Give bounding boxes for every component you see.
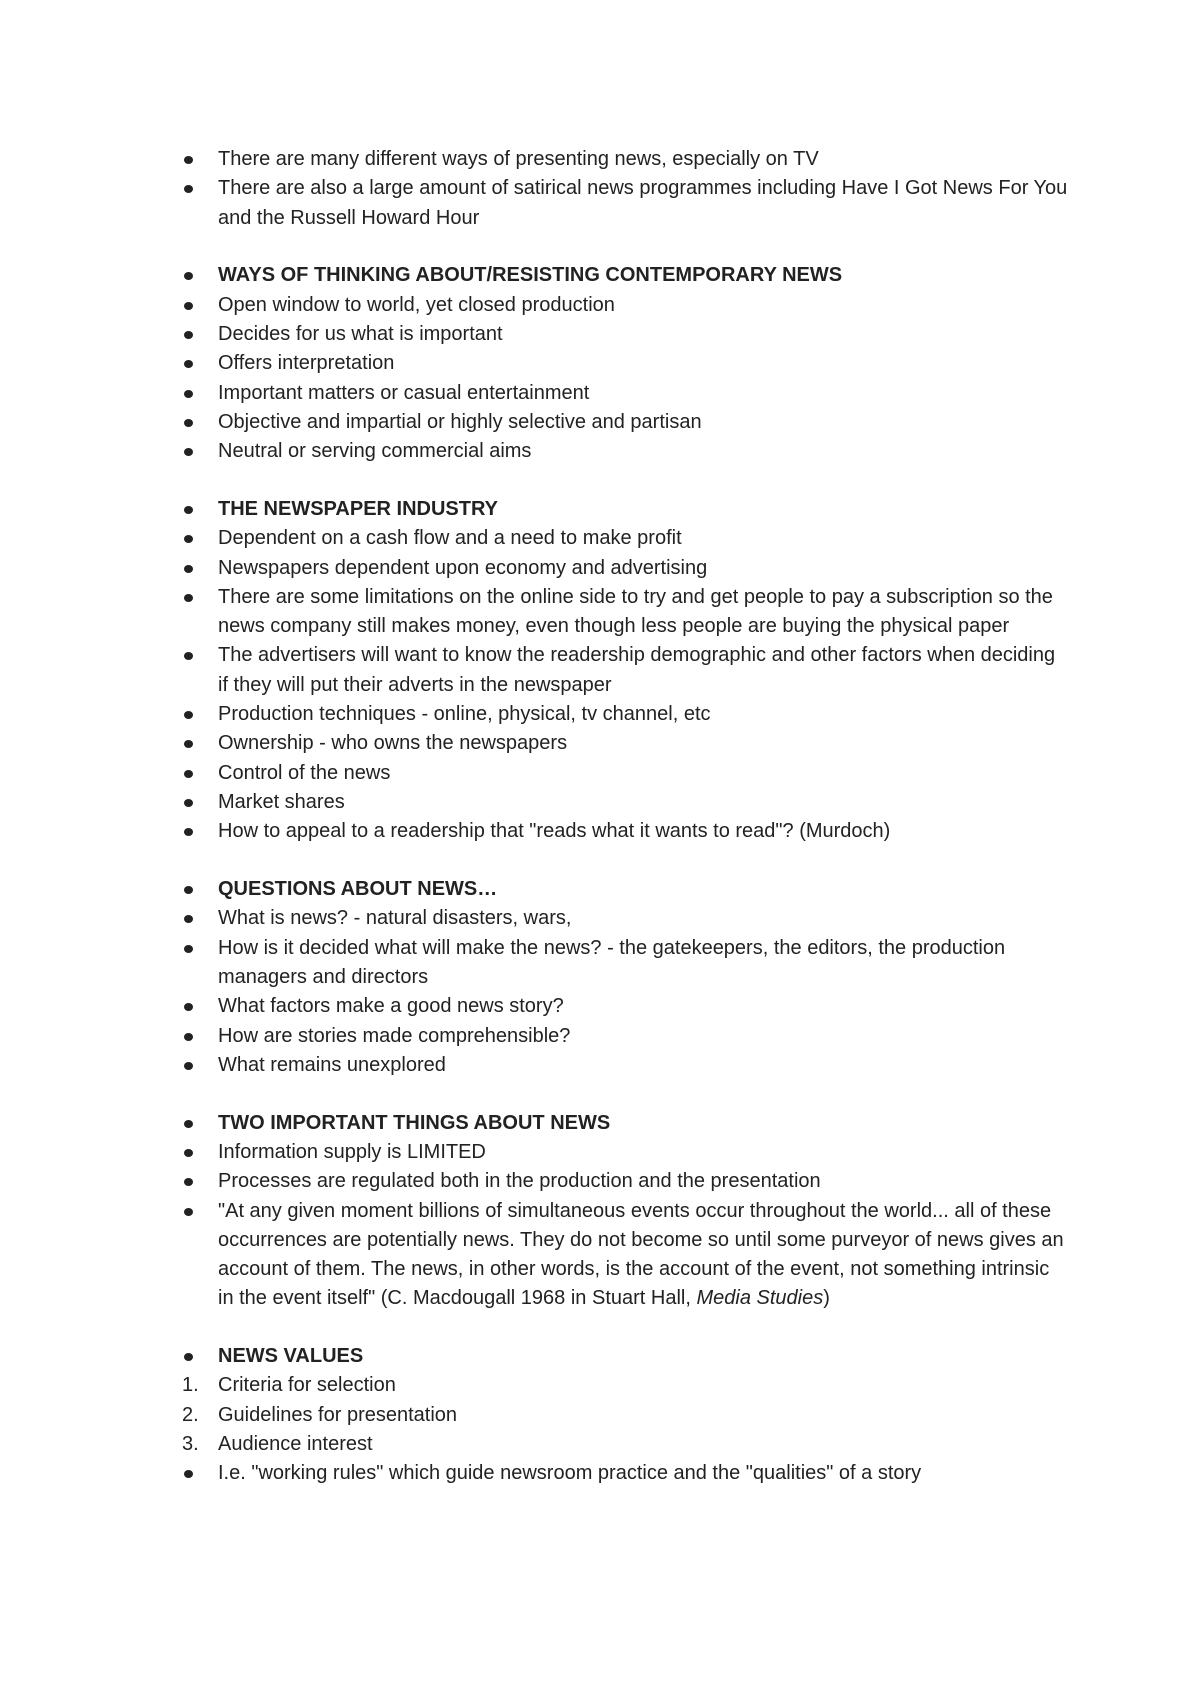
document-content [182, 145, 1068, 1489]
bullet-icon [182, 349, 212, 378]
bullet-list [182, 1342, 1068, 1488]
list-item [218, 1167, 1068, 1196]
list-item-text: What is news? - natural disasters, wars, [218, 907, 572, 930]
list-item [218, 700, 1068, 729]
list-item-text: Neutral or serving commercial aims [218, 440, 532, 463]
list-item-text: There are many different ways of presenting news, especially on TV [218, 148, 819, 170]
list-item [218, 320, 1068, 349]
bullet-icon [182, 408, 212, 437]
bullet-icon [182, 934, 212, 963]
section-heading: TWO IMPORTANT THINGS ABOUT NEWS [218, 1111, 611, 1134]
list-item [218, 1138, 1068, 1167]
section-heading-item [218, 1109, 1068, 1138]
list-item [218, 759, 1068, 788]
list-item [182, 1401, 1068, 1430]
list-item [218, 641, 1068, 700]
list-item-text: What remains unexplored [218, 1053, 446, 1076]
bullet-icon [182, 759, 212, 788]
list-item-text: Audience interest [218, 1433, 373, 1456]
list-item [218, 291, 1068, 320]
section-heading-item [218, 875, 1068, 904]
bullet-icon [182, 1342, 212, 1371]
bullet-icon [182, 379, 212, 408]
list-item [218, 729, 1068, 758]
list-item-text: "At any given moment billions of simultaneous events occur throughout the world... all of these occurrences are potentially news. They do not become so until some purveyor of news gives an account of them. The news, in other words, is the account of the event, not something intrinsic in the event itself" (C. Macdougall 1968 in Stuart Hall, [218, 1199, 1064, 1310]
section-4 [218, 1109, 1068, 1314]
bullet-icon [182, 700, 212, 729]
list-item-text: Market shares [218, 790, 345, 813]
list-item-text: Important matters or casual entertainment [218, 381, 590, 404]
bullet-icon [182, 145, 212, 174]
section-3 [218, 875, 1068, 1080]
list-item [218, 408, 1068, 437]
bullet-icon [182, 875, 212, 904]
bullet-icon [182, 992, 212, 1021]
list-item [218, 1051, 1068, 1080]
list-item-text: Dependent on a cash flow and a need to make profit [218, 527, 682, 550]
list-item [218, 554, 1068, 583]
list-item [218, 583, 1068, 642]
list-item-text: Information supply is LIMITED [218, 1140, 486, 1163]
list-item-tail: ) [823, 1287, 830, 1310]
list-item-text: How is it decided what will make the news? - the gatekeepers, the editors, the production managers and directors [218, 936, 1006, 988]
list-item-text: Objective and impartial or highly selective and partisan [218, 410, 702, 433]
bullet-icon [182, 788, 212, 817]
section-heading-item [218, 261, 1068, 290]
bullet-icon [182, 1167, 212, 1196]
list-item-text: There are also a large amount of satirical news programmes including Have I Got News For You and the Russell Howard Hour [218, 177, 1068, 229]
list-item-text: I.e. "working rules" which guide newsroom practice and the "qualities" of a story [218, 1462, 922, 1485]
list-item [218, 379, 1068, 408]
list-item [182, 1371, 1068, 1400]
section-5 [182, 1342, 1068, 1488]
list-item [218, 1022, 1068, 1051]
list-item-text: What factors make a good news story? [218, 995, 564, 1018]
bullet-icon [182, 320, 212, 349]
list-item [218, 174, 1068, 233]
list-item [218, 934, 1068, 993]
list-item [218, 904, 1068, 933]
list-item-text: Control of the news [218, 761, 391, 784]
bullet-icon [182, 1022, 212, 1051]
bullet-icon [182, 1197, 212, 1226]
bullet-list [218, 145, 1068, 233]
list-item [218, 349, 1068, 378]
bullet-icon [182, 729, 212, 758]
list-item [218, 145, 1068, 174]
bullet-icon [182, 174, 212, 203]
list-item [218, 437, 1068, 466]
bullet-icon [182, 291, 212, 320]
section-heading: WAYS OF THINKING ABOUT/RESISTING CONTEMPORARY NEWS [218, 264, 843, 287]
list-item-text: How are stories made comprehensible? [218, 1024, 571, 1047]
section-1 [218, 261, 1068, 466]
bullet-icon [182, 495, 212, 524]
section-heading-item [218, 495, 1068, 524]
list-item [218, 992, 1068, 1021]
bullet-icon [182, 261, 212, 290]
list-item [218, 524, 1068, 553]
section-heading: THE NEWSPAPER INDUSTRY [218, 497, 499, 520]
bullet-icon [182, 1051, 212, 1080]
section-heading: QUESTIONS ABOUT NEWS… [218, 878, 498, 901]
bullet-icon [182, 1109, 212, 1138]
list-item-text: Decides for us what is important [218, 322, 503, 345]
bullet-icon [182, 437, 212, 466]
list-number: 3. [182, 1433, 199, 1456]
list-item [218, 1459, 1068, 1488]
list-item-text: Open window to world, yet closed production [218, 293, 615, 316]
list-item [218, 1197, 1068, 1314]
bullet-icon [182, 1138, 212, 1167]
list-item-text: Ownership - who owns the newspapers [218, 732, 568, 755]
list-item [218, 788, 1068, 817]
bullet-icon [182, 524, 212, 553]
list-item-text: The advertisers will want to know the readership demographic and other factors when deciding if they will put their adverts in the newspaper [218, 644, 1056, 696]
list-item-text: How to appeal to a readership that "reads what it wants to read"? (Murdoch) [218, 820, 891, 843]
list-item-text: Processes are regulated both in the production and the presentation [218, 1170, 821, 1193]
bullet-icon [182, 904, 212, 933]
bullet-list [218, 875, 1068, 1080]
list-item [218, 817, 1068, 846]
bullet-icon [182, 554, 212, 583]
bullet-list [218, 261, 1068, 466]
bullet-list [218, 1109, 1068, 1314]
list-item-text: There are some limitations on the online side to try and get people to pay a subscription so the news company still makes money, even though less people are buying the physical paper [218, 585, 1053, 638]
list-item-text: Guidelines for presentation [218, 1403, 458, 1426]
list-item-text: Offers interpretation [218, 352, 395, 375]
section-2 [218, 495, 1068, 847]
list-item-text: Newspapers dependent upon economy and advertising [218, 556, 708, 579]
bullet-list [218, 495, 1068, 847]
list-item-emphasis: Media Studies [696, 1287, 824, 1310]
section-0 [218, 145, 1068, 233]
list-number: 1. [182, 1374, 199, 1397]
list-item-text: Criteria for selection [218, 1374, 396, 1397]
bullet-icon [182, 641, 212, 670]
bullet-icon [182, 583, 212, 612]
list-item [182, 1430, 1068, 1459]
list-item-text: Production techniques - online, physical, tv channel, etc [218, 703, 711, 726]
bullet-icon [182, 817, 212, 846]
section-heading-item [218, 1342, 1068, 1371]
bullet-icon [182, 1459, 212, 1488]
section-heading: NEWS VALUES [218, 1345, 364, 1368]
list-number: 2. [182, 1403, 199, 1426]
